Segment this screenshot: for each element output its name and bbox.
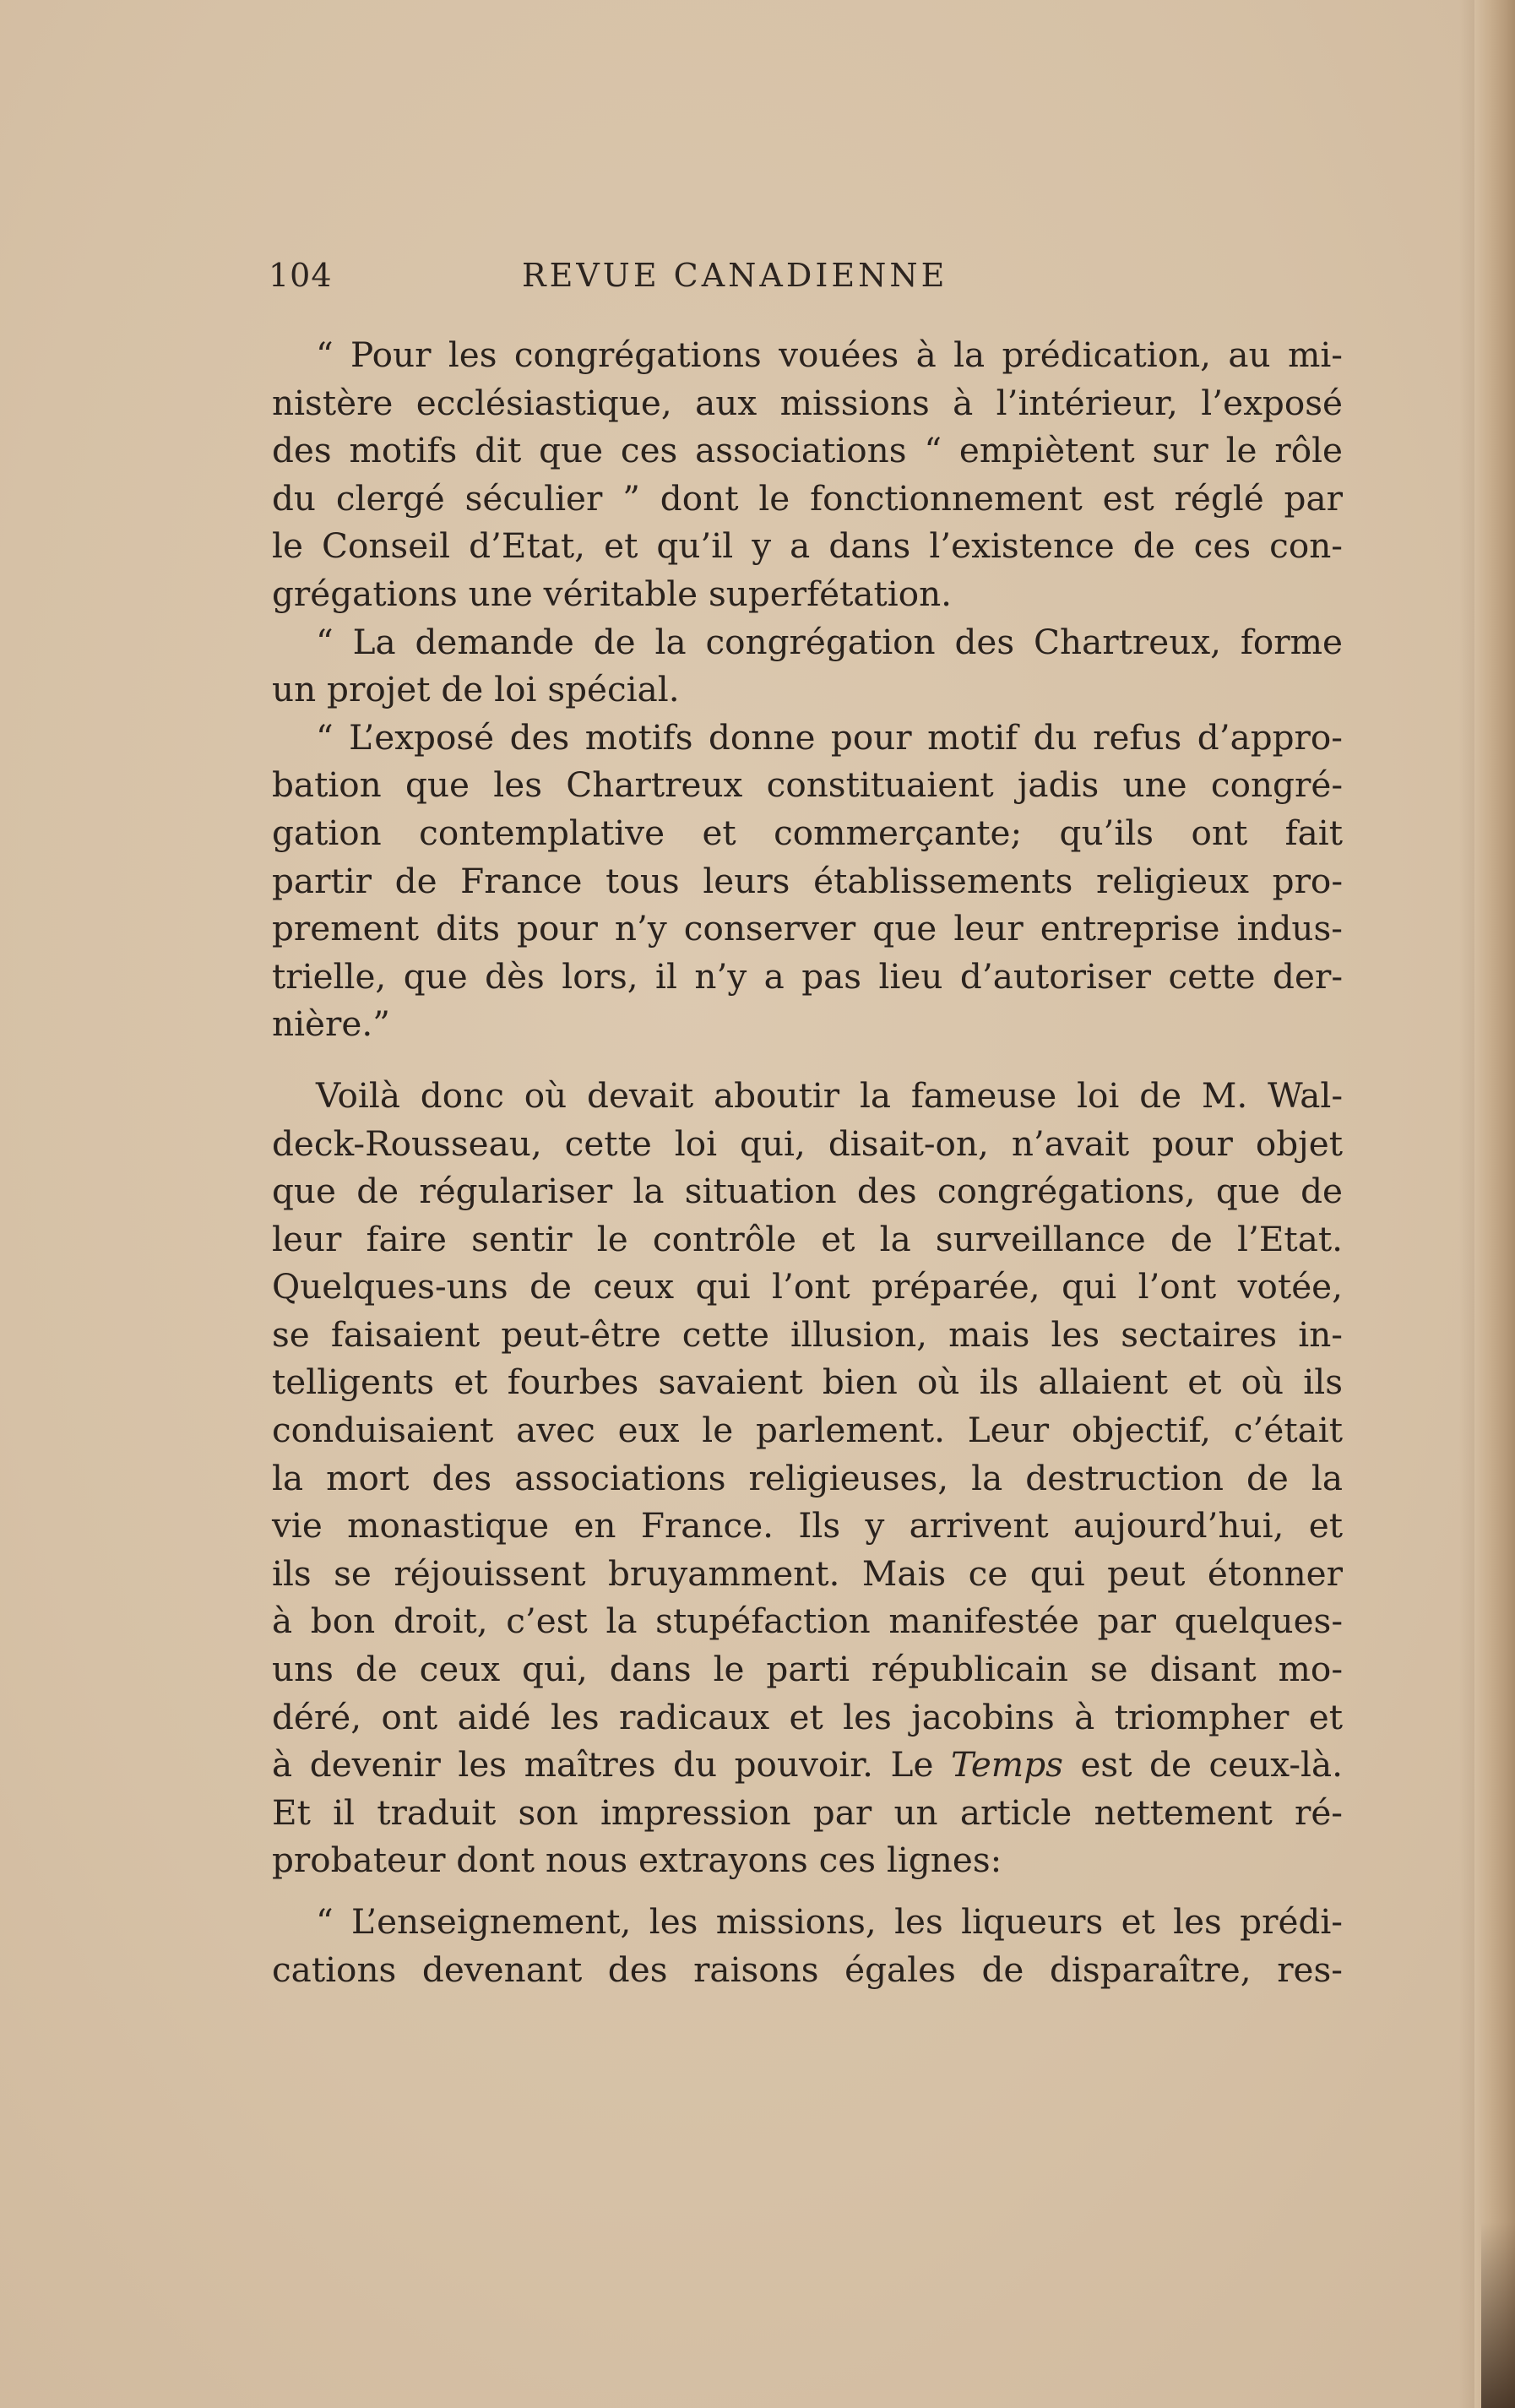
text-line: partir de France tous leurs établissements religieux pro- (272, 860, 1343, 901)
page-header (269, 257, 1366, 307)
text-line: gation contemplative et commerçante; qu’ils ont fait (272, 812, 1343, 853)
text-line: que de régulariser la situation des congrégations, que de (272, 1171, 1343, 1212)
text-segment: Le (873, 1744, 951, 1786)
paragraph (272, 331, 1343, 618)
text-line: Quelques-uns de ceux qui l’ont préparée, qui l’ont votée, (272, 1266, 1343, 1307)
text-segment: à devenir les maîtres du pouvoir. (272, 1744, 874, 1786)
text-line: ils se réjouissent bruyamment. Mais ce qui peut étonner (272, 1552, 1343, 1594)
text-line: cations devenant des raisons égales de disparaître, res- (272, 1949, 1343, 1990)
text-line: à bon droit, c’est la stupéfaction manifestée par quelques- (272, 1601, 1343, 1642)
page-edge (1474, 0, 1515, 2408)
paragraph (272, 1898, 1343, 1993)
text-line: un projet de loi spécial. (272, 669, 680, 710)
running-head: REVUE CANADIENNE (522, 257, 948, 294)
text-line (272, 1741, 1343, 1789)
text-line: nière.” (272, 1003, 390, 1045)
text-line: trielle, que dès lors, il n’y a pas lieu d’autoriser cette der- (272, 955, 1343, 997)
text-line: vie monastique en France. Ils y arrivent aujourd’hui, et (272, 1505, 1343, 1546)
text-line: leur faire sentir le contrôle et la surveillance de l’Etat. (272, 1218, 1343, 1259)
text-line: grégations une véritable superfétation. (272, 573, 953, 614)
text-line: prement dits pour n’y conserver que leur entreprise indus- (272, 908, 1343, 949)
page-corner-shadow (1481, 2222, 1515, 2408)
page-gutter-shadow (1459, 0, 1474, 2408)
text-line: “ Pour les congrégations vouées à la prédication, au mi- (316, 334, 1343, 375)
text-line: se faisaient peut-être cette illusion, mais les sectaires in- (272, 1313, 1343, 1355)
text-line: telligents et fourbes savaient bien où ils allaient et où ils (272, 1362, 1343, 1403)
paragraph-gap (272, 1884, 1343, 1898)
paragraph (272, 714, 1343, 1048)
text-line: conduisaient avec eux le parlement. Leur objectif, c’était (272, 1410, 1343, 1451)
text-line: probateur dont nous extrayons ces lignes: (272, 1840, 1002, 1881)
text-segment: est de ceux-là. (1062, 1744, 1343, 1786)
text-line: uns de ceux qui, dans le parti républicain se disant mo- (272, 1649, 1343, 1690)
text-line: Et il traduit son impression par un article nettement ré- (272, 1791, 1343, 1833)
text-line: Voilà donc où devait aboutir la fameuse loi de M. Wal- (316, 1074, 1343, 1116)
text-line: la mort des associations religieuses, la destruction de la (272, 1457, 1343, 1498)
page-number: 104 (269, 257, 333, 294)
italic-title: Temps (950, 1744, 1063, 1786)
body-text (272, 331, 1343, 1993)
text-line: des motifs dit que ces associations “ empiètent sur le rôle (272, 430, 1343, 471)
paragraph (272, 618, 1343, 714)
text-line: nistère ecclésiastique, aux missions à l’intérieur, l’exposé (272, 382, 1343, 423)
text-line: déré, ont aidé les radicaux et les jacobins à triompher et (272, 1696, 1343, 1737)
text-line: du clergé séculier ” dont le fonctionnement est réglé par (272, 477, 1343, 519)
text-line: “ L’enseignement, les missions, les liqueurs et les prédi- (316, 1901, 1343, 1942)
paragraph-gap (272, 1048, 1343, 1072)
text-line: bation que les Chartreux constituaient jadis une congré- (272, 764, 1343, 806)
paragraph (272, 1072, 1343, 1884)
text-line: le Conseil d’Etat, et qu’il y a dans l’existence de ces con- (272, 525, 1343, 567)
text-line: deck-Rousseau, cette loi qui, disait-on, n’avait pour objet (272, 1122, 1343, 1164)
text-line: “ La demande de la congrégation des Chartreux, forme (316, 621, 1343, 662)
text-line: “ L’exposé des motifs donne pour motif du refus d’appro- (316, 716, 1343, 758)
